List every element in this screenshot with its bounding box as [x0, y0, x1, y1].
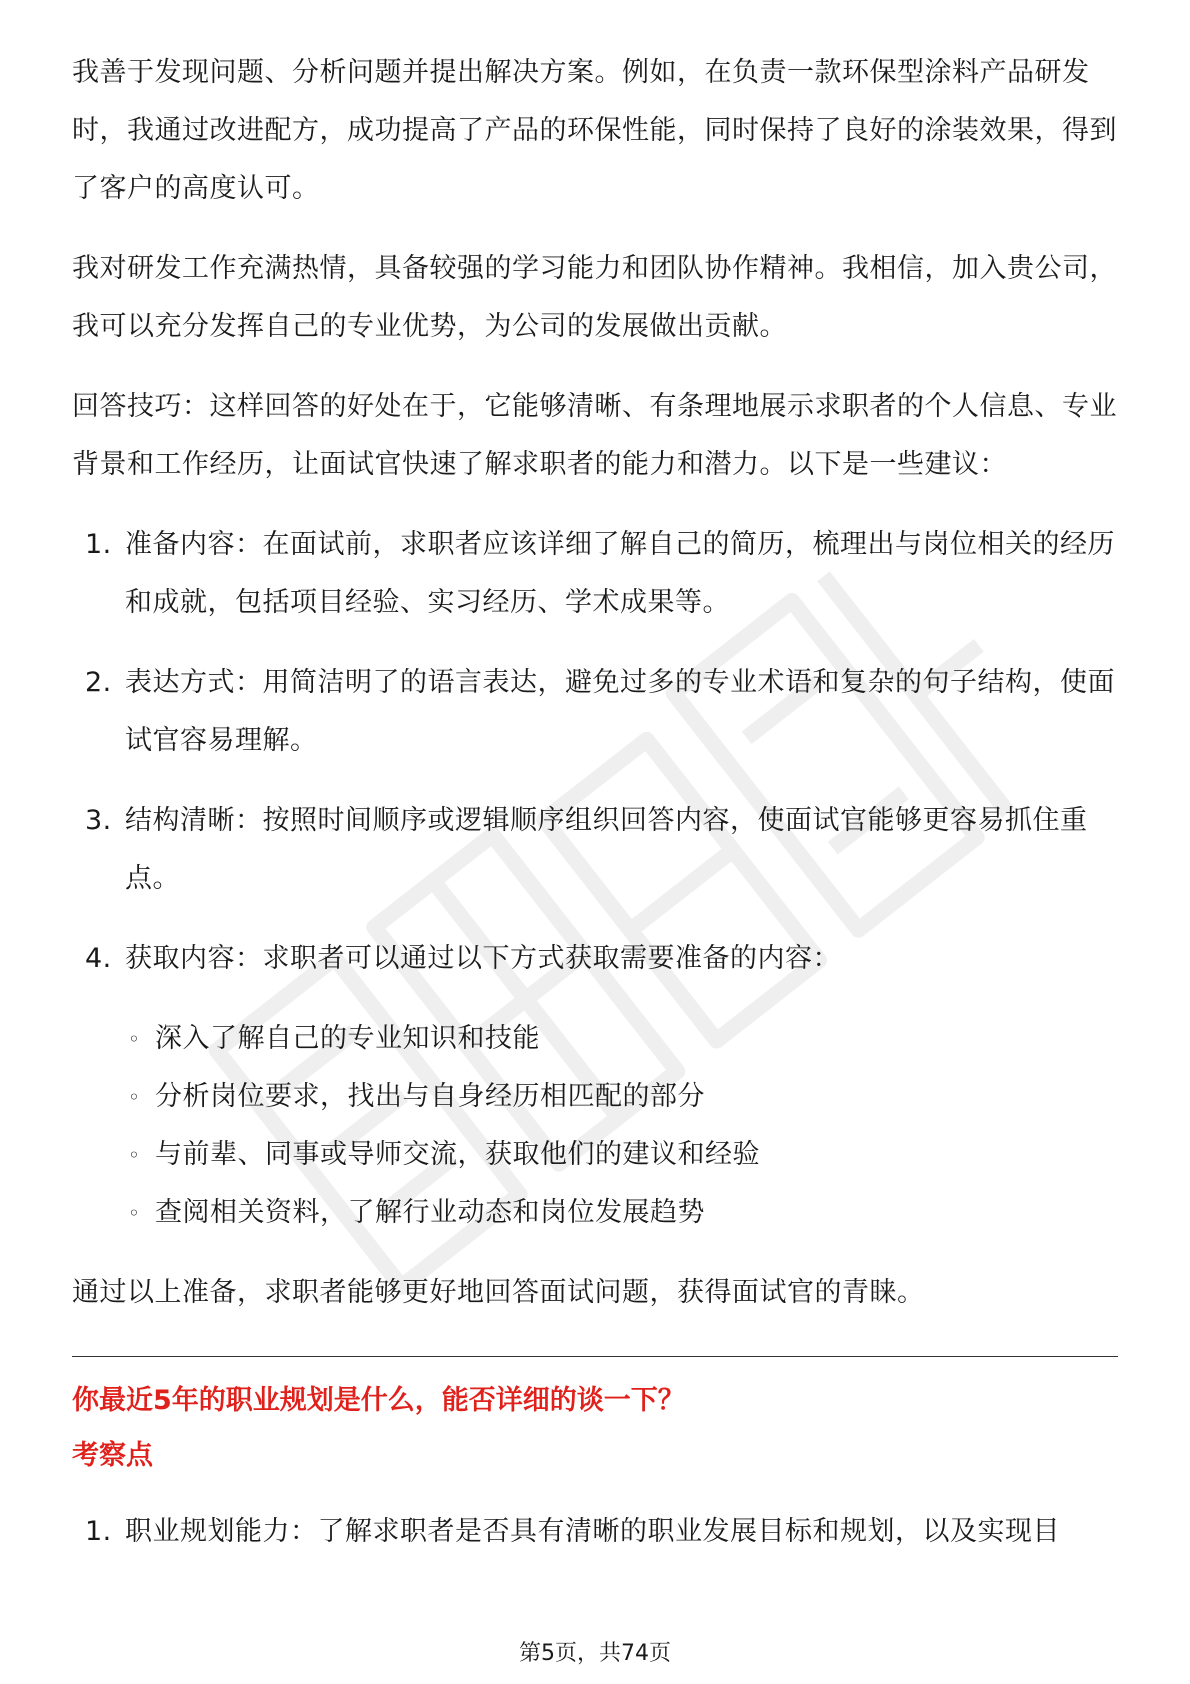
- assessment-heading: 考察点: [72, 1440, 153, 1471]
- list-number: 3.: [85, 805, 112, 836]
- list-item: [72, 930, 1118, 1242]
- list-item: [72, 516, 1118, 632]
- list-item: [72, 654, 1118, 770]
- list-text: 准备内容：在面试前，求职者应该详细了解自己的简历，梳理出与岗位相关的经历和成就，包括项目经验、实习经历、学术成果等。: [125, 529, 1115, 618]
- list-number: 2.: [85, 667, 112, 698]
- list-text: 获取内容：求职者可以通过以下方式获取需要准备的内容：: [125, 943, 840, 974]
- list-text: 职业规划能力：了解求职者是否具有清晰的职业发展目标和规划，以及实现目: [125, 1516, 1060, 1547]
- paragraph-closing: 通过以上准备，求职者能够更好地回答面试问题，获得面试官的青睐。: [72, 1277, 925, 1308]
- sub-list-item: [125, 1184, 1118, 1242]
- sub-list-text: 与前辈、同事或导师交流，获取他们的建议和经验: [155, 1139, 760, 1170]
- document-page: [72, 44, 1118, 1583]
- list-item: [72, 792, 1118, 908]
- hollow-bullet-icon: ◦: [128, 1085, 141, 1109]
- sub-list-item: [125, 1068, 1118, 1126]
- list-item: [72, 1503, 1118, 1561]
- sub-list-item: [125, 1010, 1118, 1068]
- paragraph-answer-tips: 回答技巧：这样回答的好处在于，它能够清晰、有条理地展示求职者的个人信息、专业背景和工作经历，让面试官快速了解求职者的能力和潜力。以下是一些建议：: [72, 391, 1117, 480]
- list-text: 表达方式：用简洁明了的语言表达，避免过多的专业术语和复杂的句子结构，使面试官容易理解。: [125, 667, 1115, 756]
- list-number: 1.: [85, 1516, 112, 1547]
- paragraph-experience: 我善于发现问题、分析问题并提出解决方案。例如，在负责一款环保型涂料产品研发时，我通过改进配方，成功提高了产品的环保性能，同时保持了良好的涂装效果，得到了客户的高度认可。: [72, 57, 1117, 204]
- tips-list: [72, 516, 1118, 1242]
- hollow-bullet-icon: ◦: [128, 1201, 141, 1225]
- question-heading: 你最近5年的职业规划是什么，能否详细的谈一下？: [72, 1385, 685, 1416]
- sub-list-text: 深入了解自己的专业知识和技能: [155, 1023, 540, 1054]
- sub-list-item: [125, 1126, 1118, 1184]
- sub-list-text: 查阅相关资料，了解行业动态和岗位发展趋势: [155, 1197, 705, 1228]
- hollow-bullet-icon: ◦: [128, 1143, 141, 1167]
- assessment-points-list: [72, 1503, 1118, 1561]
- sub-list-text: 分析岗位要求，找出与自身经历相匹配的部分: [155, 1081, 705, 1112]
- list-text: 结构清晰：按照时间顺序或逻辑顺序组织回答内容，使面试官能够更容易抓住重点。: [125, 805, 1088, 894]
- paragraph-motivation: 我对研发工作充满热情，具备较强的学习能力和团队协作精神。我相信，加入贵公司，我可以充分发挥自己的专业优势，为公司的发展做出贡献。: [72, 253, 1117, 342]
- list-number: 4.: [85, 943, 112, 974]
- sub-list: [125, 1010, 1118, 1242]
- section-divider: [72, 1356, 1118, 1357]
- hollow-bullet-icon: ◦: [128, 1027, 141, 1051]
- page-footer: 第5页，共74页: [519, 1641, 671, 1666]
- list-number: 1.: [85, 529, 112, 560]
